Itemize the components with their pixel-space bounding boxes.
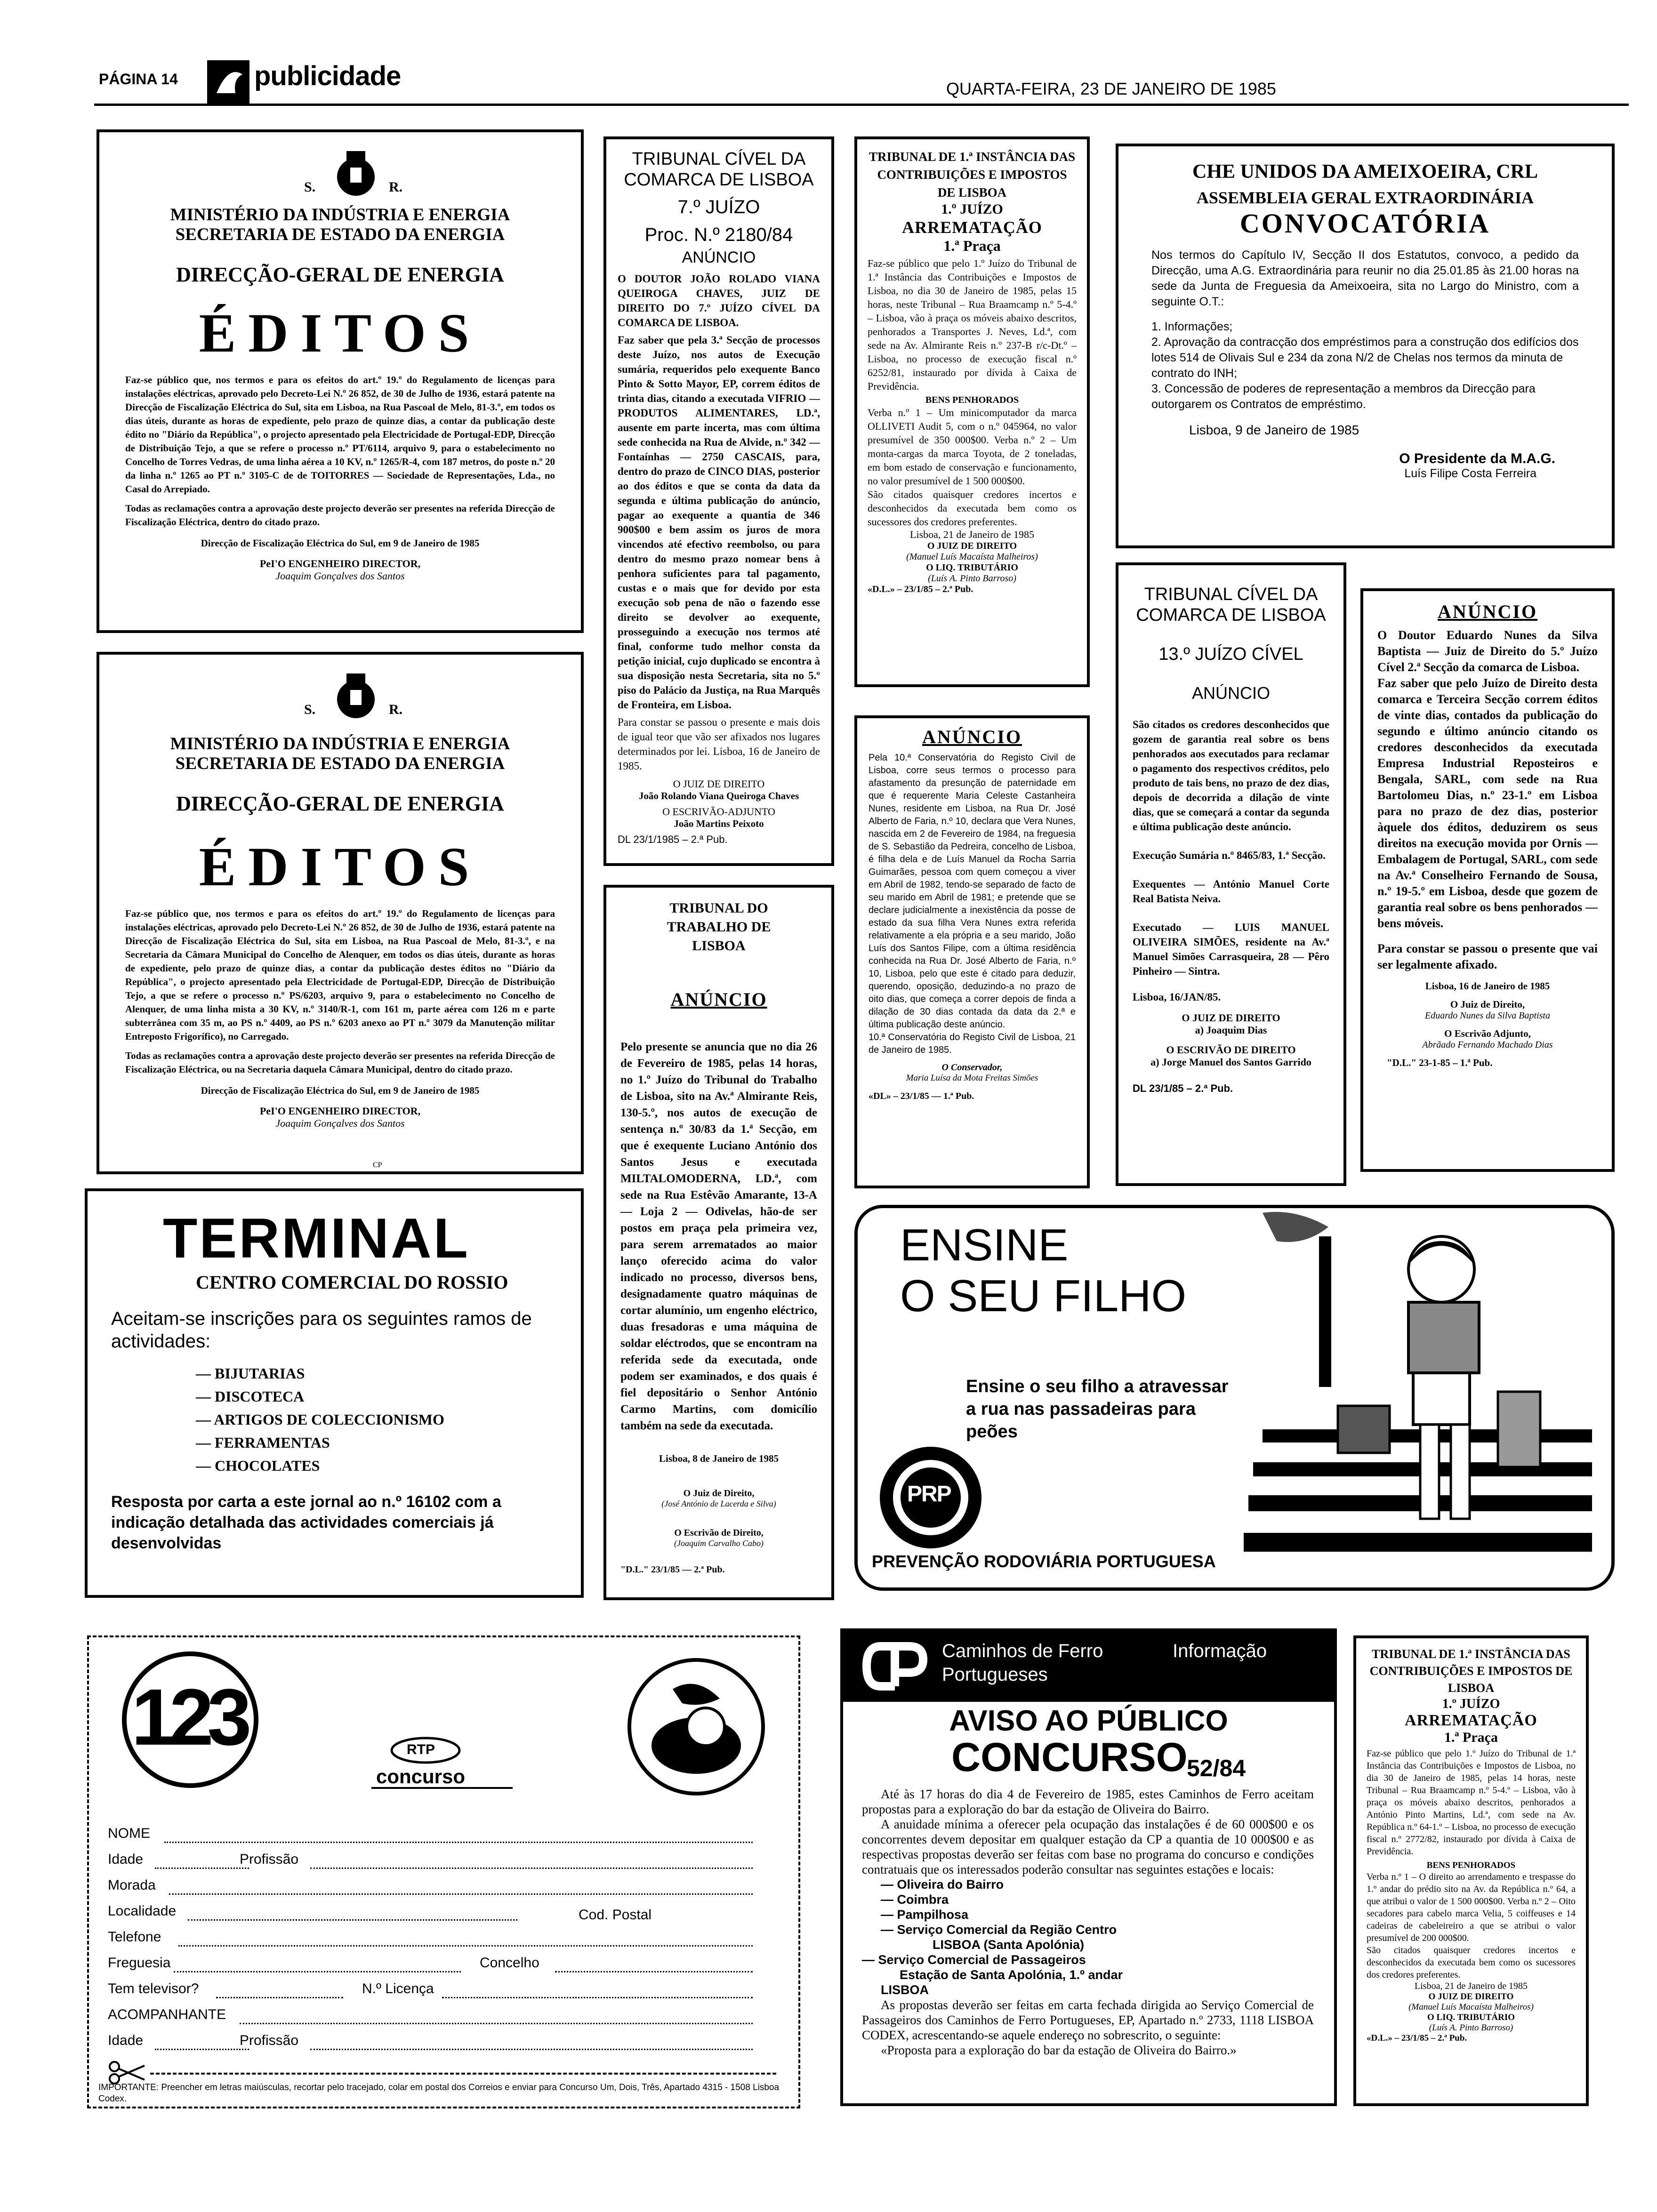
clerk-name: (Joaquim Carvalho Cabo) bbox=[674, 1539, 764, 1548]
field-label-morada: Morada bbox=[108, 1877, 156, 1893]
convocatoria-body: Nos termos do Capítulo IV, Secção II dos Estatutos, convoco, a pedido da Direcção, uma A.G. Extraordinária para reunir no dia 25.01.85 às 21.00 horas na sede da Junta de Freguesia da Ameixoeira, sita no Largo do Ministro, com a seguinte O.T.: bbox=[1151, 248, 1579, 308]
activity-label: FERRAMENTAS bbox=[215, 1434, 330, 1451]
rtp-logo-text: RTP bbox=[407, 1742, 435, 1757]
header-rule bbox=[94, 104, 1629, 106]
aviso-text bbox=[862, 1787, 1314, 2058]
notice-title: ANÚNCIO bbox=[1437, 601, 1538, 622]
directorate-name: DIRECÇÃO-GERAL DE ENERGIA bbox=[176, 792, 504, 815]
date: Lisboa, 8 de Janeiro de 1985 bbox=[659, 1453, 779, 1464]
anuncio-5-juizo-notice bbox=[1360, 588, 1615, 1172]
terminal-footer: Resposta por carta a este jornal ao n.º 16102 com a indicação detalhada das actividades comerciais já desenvolvidas bbox=[111, 1493, 501, 1552]
judge-name: (José António de Lacerda e Silva) bbox=[661, 1499, 776, 1508]
clerk-role: O LIQ. TRIBUTÁRIO bbox=[1427, 2012, 1515, 2022]
editos-place-date: Direcção de Fiscalização Eléctrica do Sul, em 9 de Janeiro de 1985 bbox=[201, 1085, 480, 1096]
editos-body: Faz-se público que, nos termos e para os efeitos do art.º 19.º do Regulamento de licenças para instalações eléctricas, aprovado pelo Decreto-Lei N.º 26 852, de 30 de Julho de 1936, estará patente na Direcção de Fiscalização Eléctrica do Sul, sita em Lisboa, na Rua Pascoal de Melo, 81-3.º, e na Secretaria da Câmara Municipal do Concelho de Alenquer, em todos os dias úteis, durante as horas de expediente, pelo prazo de quinze dias, a contar da publicação destes éditos no "Diário da República", o projecto apresentado pela Electricidade de Portugal-EDP, Direcção de Distribuição Tejo, a que se refere o processo n.º PS/6203, arquivo 9, para o estabelecimento no Concelho de Alenquer, de uma linha mista a 30 KV, n.º 3140/R-1, com 161 m, parte aérea com 126 m e parte subterrânea com 35 m, ao PS n.º 4409, ao PS n.º 6203 anexo ao PT n.º 3079 da Manutenção militar Entreposto Frigorífico), no Carregado. bbox=[125, 908, 555, 1042]
consult-places-list bbox=[862, 1877, 1314, 1997]
signer-name: Joaquim Gonçalves dos Santos bbox=[275, 1117, 405, 1129]
publication-ref: "D.L." 23-1-85 – 1.ª Pub. bbox=[1387, 1057, 1493, 1068]
juizo: 1.º JUÍZO bbox=[941, 201, 1003, 217]
tribunal-13-juizo-notice bbox=[1116, 562, 1346, 1186]
acompanhante-input[interactable] bbox=[240, 2023, 753, 2024]
form-row-idade-acompanhante bbox=[108, 2033, 781, 2059]
cp-brand-line1: Caminhos de Ferro bbox=[942, 1641, 1103, 1661]
signer-name: Joaquim Gonçalves dos Santos bbox=[275, 570, 405, 582]
field-label-idade: Idade bbox=[108, 2033, 144, 2048]
field-label-profissao: Profissão bbox=[240, 2033, 299, 2048]
morada-input[interactable] bbox=[169, 1893, 753, 1895]
prp-road-safety-advert bbox=[854, 1205, 1615, 1591]
profissao-input[interactable] bbox=[310, 1867, 753, 1869]
clerk-name: (Luís A. Pinto Barroso) bbox=[1429, 2023, 1513, 2033]
notice-body: Faz-se público que pelo 1.º Juízo do Tribunal de 1.ª Instância das Contribuições e Impostos de Lisboa, no dia 30 de Janeiro de 1985, pelas 15 horas, neste Tribunal – Rua Braamcamp n.º 5-4.º – Lisboa, vão à praça os móveis abaixo descritos, penhorados a Transportes J. Neves, Ld.ª, com sede na Av. Almirante Reis n.º 237-B r/c-Dt.º – Lisboa, no processo de execução fiscal n.º 6252/81, instaurado por dívida à Caixa de Previdência. bbox=[868, 257, 1077, 392]
court-name: TRIBUNAL DE 1.ª INSTÂNCIA DAS CONTRIBUIÇÕES E IMPOSTOS DE LISBOA bbox=[1369, 1647, 1573, 1695]
clerk-name: a) Jorge Manuel dos Santos Garrido bbox=[1150, 1056, 1311, 1068]
publication-ref: DL 23/1/1985 – 2.ª Pub. bbox=[618, 834, 728, 845]
judge-role: O JUIZ DE DIREITO bbox=[673, 778, 765, 790]
clerk-role: O ESCRIVÃO DE DIREITO bbox=[1166, 1044, 1296, 1056]
judge-name: (Manuel Luís Macaísta Malheiros) bbox=[1408, 2002, 1534, 2012]
form-row-freguesia bbox=[108, 1955, 781, 1981]
coat-of-arms-icon bbox=[332, 151, 379, 203]
judge-role: O JUIZ DE DIREITO bbox=[1428, 1992, 1514, 2002]
list-item: — Serviço Comercial da Região Centro bbox=[881, 1923, 1117, 1937]
clerk-name: (Luís A. Pinto Barroso) bbox=[928, 573, 1016, 584]
coat-of-arms-icon bbox=[332, 673, 379, 725]
editos-place-date: Direcção de Fiscalização Eléctrica do Sul, em 9 de Janeiro de 1985 bbox=[201, 537, 480, 549]
signer-role: PeI'O ENGENHEIRO DIRECTOR, bbox=[259, 558, 421, 569]
judge-name: Eduardo Nunes da Silva Baptista bbox=[1425, 1010, 1550, 1021]
activity-label: DISCOTECA bbox=[215, 1388, 305, 1405]
licenca-input[interactable] bbox=[442, 1997, 753, 1998]
praca: 1.ª Praça bbox=[943, 237, 1001, 254]
field-label-profissao: Profissão bbox=[240, 1851, 299, 1867]
televisor-input[interactable] bbox=[216, 1997, 343, 1998]
notice-body: Pela 10.ª Conservatória do Registo Civil de Lisboa, corre seus termos o processo para afastamento da presunção de paternidade em que é requerente Maria Celeste Castanheira Nunes, residente em Lisboa, na Rua Dr. José Alberto de Faria, n.º 10, declara que Vera Nunes, nascida em 2 de Fevereiro de 1984, na freguesia de S. Sebastião da Pedreira, concelho de Lisboa, é filha dela e de Luís Manuel da Rocha Sarria Guimarães, pessoa com quem começou a viver em Abril de 1982, tendo-se separado de facto de seu marido em Abril de 1981; e pretende que se declare judicialmente a inexistência da posse de estado da sua filha Vera Nunes extra referida relativamente a ela própria e a seu marido, João Luís dos Santos Filipe, com a última residência conhecida na Rua Dr. José Alberto de Faria, n.º 10, Lisboa, pelo que este é citado para deduzir, querendo, oposição, deduzindo-a no prazo de oito dias, que começa a correr depois de finda a dilação de 30 dias contada da data da 2.ª e última publicação deste anúncio. bbox=[869, 753, 1076, 1030]
form-row-acompanhante bbox=[108, 2007, 781, 2033]
signer-role: PeI'O ENGENHEIRO DIRECTOR, bbox=[259, 1105, 421, 1117]
profissao-acompanhante-input[interactable] bbox=[310, 2049, 753, 2050]
section-logo-icon bbox=[207, 60, 249, 104]
date: Lisboa, 9 de Janeiro de 1985 bbox=[1189, 423, 1359, 437]
notice-body-2: 10.ª Conservatória do Registo Civil de Lisboa, 21 de Janeiro de 1985. bbox=[869, 1032, 1076, 1055]
concurso-123-coupon bbox=[87, 1635, 800, 2108]
prp-footer: PREVENÇÃO RODOVIÁRIA PORTUGUESA bbox=[872, 1552, 1216, 1571]
list-item: — FERRAMENTAS bbox=[196, 1434, 330, 1451]
ad-title-line1: ENSINE bbox=[900, 1220, 1069, 1270]
agenda-item: 1. Informações; bbox=[1151, 320, 1233, 333]
org-name: CHE UNIDOS DA AMEIXOEIRA, CRL bbox=[1192, 161, 1538, 183]
tribunal-7-juizo-notice bbox=[603, 136, 834, 866]
clerk-name: João Martins Peixoto bbox=[674, 818, 764, 829]
editos-notice-2 bbox=[97, 652, 584, 1174]
list-item: Estação de Santa Apolónia, 1.º andar bbox=[900, 1968, 1123, 1982]
ministry-name: MINISTÉRIO DA INDÚSTRIA E ENERGIA bbox=[170, 734, 510, 753]
notice-intro: O Doutor Eduardo Nunes da Silva Baptista — Juiz de Direito do 5.º Juízo Cível 2.ª Secção da comarca de Lisboa. bbox=[1377, 628, 1598, 674]
seal-letter-left: S. bbox=[304, 702, 316, 717]
juizo: 7.º JUÍZO bbox=[677, 197, 760, 217]
secretariat-name: SECRETARIA DE ESTADO DA ENERGIA bbox=[175, 225, 505, 244]
field-label-telefone: Telefone bbox=[108, 1929, 161, 1945]
judge-name: João Rolando Viana Queiroga Chaves bbox=[638, 790, 799, 801]
cp-brand-line2: Portugueses bbox=[942, 1664, 1048, 1685]
signer-name: Maria Luísa da Mota Freitas Simões bbox=[906, 1073, 1038, 1083]
date: Lisboa, 21 de Janeiro de 1985 bbox=[910, 529, 1034, 540]
judge-name: (Manuel Luís Macaísta Malheiros) bbox=[906, 552, 1038, 562]
activities-list bbox=[111, 1362, 557, 1477]
terminal-advert bbox=[85, 1188, 584, 1598]
convocatoria-title: CONVOCATÓRIA bbox=[1239, 208, 1491, 239]
judge-name: a) Joaquim Dias bbox=[1195, 1024, 1267, 1036]
activity-label: BIJUTARIAS bbox=[215, 1365, 305, 1382]
concurso-title: CONCURSO bbox=[951, 1735, 1188, 1780]
concurso-label: concurso bbox=[376, 1765, 466, 1787]
field-label-localidade: Localidade bbox=[108, 1903, 177, 1919]
agenda-item: 2. Aprovação da contracção dos empréstimos para a construção dos edifícios dos lotes 514 de Olivais Sul e 234 da zona N/2 de Chelas nos termos da minuta de contrato do INH; bbox=[1151, 336, 1579, 380]
goods-title: BENS PENHORADOS bbox=[1426, 1860, 1516, 1870]
list-item: — CHOCOLATES bbox=[196, 1457, 320, 1474]
editos-notice-1 bbox=[97, 129, 584, 633]
notice-closing: Para constar se passou o presente que vai ser legalmente afixado. bbox=[1377, 942, 1598, 971]
list-item: — Pampilhosa bbox=[881, 1907, 969, 1922]
publication-ref: «DL» – 23/1/85 — 1.ª Pub. bbox=[869, 1091, 974, 1101]
list-item: — Oliveira do Bairro bbox=[881, 1877, 1004, 1891]
signer-role: O Conservador, bbox=[941, 1062, 1003, 1073]
exequentes: Exequentes — António Manuel Corte Real Batista Neiva. bbox=[1133, 878, 1329, 905]
notice-title: ARREMATAÇÃO bbox=[1405, 1712, 1537, 1729]
notice-body: Faz saber que pelo Juízo de Direito desta comarca e Terceira Secção correm éditos de vinte dias, contados da publicação do segundo e último anúncio citando os credores desconhecidos da executada Empresa Industrial Reposteiros e Bengala, SARL, com sede na Rua Bartolomeu Dias, n.º 23-1.º em Lisboa para no prazo de dez dias, posterior àquele dos éditos, deduzirem os seus direitos na execução movida por Ornis — Embalagem de Portugal, SARL, com sede na Av.ª Conselheiro Fernando de Sousa, n.º 19-5.º em Lisboa, desde que gozem de garantia real sobre os bens penhorados — bens móveis. bbox=[1377, 676, 1598, 930]
cite-text: São citados quaisquer credores incertos e desconhecidos da executada bem como os sucessores dos credores preferentes. bbox=[868, 489, 1077, 528]
field-label-acompanhante: ACOMPANHANTE bbox=[108, 2007, 226, 2022]
scissors-icon bbox=[108, 2061, 145, 2084]
clerk-name: Abrãado Fernando Machado Dias bbox=[1422, 1040, 1553, 1050]
clerk-role: O LIQ. TRIBUTÁRIO bbox=[926, 562, 1018, 573]
prp-logo-text: PRP bbox=[907, 1482, 951, 1507]
juizo: 13.º JUÍZO CÍVEL bbox=[1158, 644, 1303, 664]
arrematacao-notice-1 bbox=[854, 136, 1090, 687]
publication-ref: "D.L." 23/1/85 — 2.ª Pub. bbox=[620, 1564, 725, 1575]
date: Lisboa, 16 de Janeiro de 1985 bbox=[1425, 980, 1550, 992]
logo-123-text: 123 bbox=[131, 1673, 245, 1762]
freguesia-input[interactable] bbox=[174, 1971, 461, 1972]
telefone-input[interactable] bbox=[178, 1945, 753, 1947]
form-row-nome bbox=[108, 1826, 781, 1851]
clerk-role: O ESCRIVÃO-ADJUNTO bbox=[662, 806, 775, 817]
agenda-item: 3. Concessão de poderes de representação a membros da Direcção para outorgarem os Contratos de empréstimo. bbox=[1151, 382, 1536, 411]
terminal-title: TERMINAL bbox=[163, 1207, 470, 1270]
publication-ref: «D.L.» – 23/1/85 – 2.ª Pub. bbox=[1367, 2033, 1467, 2043]
judge-role: O JUIZ DE DIREITO bbox=[927, 541, 1017, 551]
list-item: LISBOA (Santa Apolónia) bbox=[933, 1938, 1084, 1952]
idade-acompanhante-input[interactable] bbox=[155, 2049, 249, 2050]
seal-letter-left: S. bbox=[304, 179, 316, 195]
directorate-name: DIRECÇÃO-GERAL DE ENERGIA bbox=[176, 263, 504, 286]
aviso-body-2: A anuidade mínima a oferecer pela ocupação das instalações é de 60 000$00 e os concorrentes devem depositar em qualquer estação da CP a quantia de 10 000$00 e as respectivas propostas deverão ser feitas com base no programa do concurso e condições contratuais que os interessados poderão consultar nas seguintes estações e locais: bbox=[862, 1817, 1314, 1876]
cite-text: São citados quaisquer credores incertos e desconhecidos da executada bem como os sucessores dos credores preferentes. bbox=[1367, 1945, 1576, 1980]
editos-title: ÉDITOS bbox=[199, 302, 482, 364]
aviso-title: AVISO AO PÚBLICO bbox=[949, 1705, 1228, 1737]
notice-body: Pelo presente se anuncia que no dia 26 de Fevereiro de 1985, pelas 14 horas, no 1.º Juízo do Tribunal do Trabalho de Lisboa, sito na Av.ª Almirante Reis, 130-5.º, nos autos de execução de sentença n.º 30/83 da 1.ª Secção, em que é exequente Luciano António dos Santos Jesus e executada MILTALOMODERNA, LD.ª, com sede na Rua Estêvão Amarante, 13-A — Loja 2 — Odivelas, hão-de ser postos em praça pela primeira vez, para serem arrematados ao maior lanço oferecido acima do valor indicado no processo, diversos bens, designadamente quatro máquinas de cortar alumínio, um engenho eléctrico, duas fresadoras e uma máquina de soldar eléctrodos, que se encontram na referida sede da executada, onde podem ser examinados, e dos quais é fiel depositário o Senhor António Carmo Martins, com domicílio também na sede da executada. bbox=[620, 1041, 817, 1432]
aviso-body: Até às 17 horas do dia 4 de Fevereiro de 1985, estes Caminhos de Ferro aceitam propostas para a exploração do bar da estação de Oliveira do Bairro. bbox=[862, 1787, 1314, 1816]
assembly-name: ASSEMBLEIA GERAL EXTRAORDINÁRIA bbox=[1196, 188, 1534, 207]
editos-claims: Todas as reclamações contra a aprovação deste projecto deverão ser presentes na referida Direcção de Fiscalização Eléctrica, ou na Secretaria daquela Câmara Municipal, dentro do citado prazo. bbox=[125, 1050, 555, 1075]
ad-title-line2: O SEU FILHO bbox=[900, 1271, 1187, 1321]
list-item: — Coimbra bbox=[881, 1892, 949, 1907]
section-title: publicidade bbox=[254, 61, 401, 91]
notice-title: ANÚNCIO bbox=[922, 726, 1022, 747]
terminal-subtitle: CENTRO COMERCIAL DO ROSSIO bbox=[196, 1272, 508, 1293]
agenda-list bbox=[1137, 319, 1593, 412]
field-label-freguesia: Freguesia bbox=[108, 1955, 171, 1971]
concelho-input[interactable] bbox=[555, 1971, 753, 1972]
page-number: PÁGINA 14 bbox=[99, 71, 178, 88]
execution-number: Execução Sumária n.º 8465/83, 1.ª Secção. bbox=[1133, 850, 1326, 861]
field-label-idade: Idade bbox=[108, 1851, 144, 1867]
tribunal-trabalho-notice bbox=[603, 885, 834, 1600]
list-item: — Serviço Comercial de Passageiros bbox=[862, 1953, 1086, 1967]
ad-subtitle: Ensine o seu filho a atravessar a rua nas passadeiras para peões bbox=[966, 1377, 1229, 1442]
seal-letter-right: R. bbox=[389, 179, 403, 195]
judge-role: O Juiz de Direito, bbox=[1450, 999, 1525, 1010]
aviso-body-4: «Proposta para a exploração do bar da estação de Oliveira do Bairro.» bbox=[881, 2043, 1237, 2057]
nome-input[interactable] bbox=[164, 1842, 753, 1843]
goods-title: BENS PENHORADOS bbox=[925, 395, 1019, 405]
form-row-morada bbox=[108, 1877, 781, 1903]
editos-body: Faz-se público que, nos termos e para os efeitos do art.º 19.º do Regulamento de licenças para instalações eléctricas, aprovado pelo Decreto-Lei N.º 26 852, de 30 de Julho de 1936, estará patente na Direcção de Fiscalização Eléctrica do Sul, sita em Lisboa, na Rua Pascoal de Melo, 81-3.º, em todos os dias úteis, durante as horas de expediente, pelo prazo de quinze dias, a contar da publicação deste édito no "Diário da República", o projecto apresentado pela Electricidade de Portugal-EDP, Direcção de Distribuição Tejo, a que se refere o processo n.º PT/6114, arquivo 9, para o estabelecimento no Concelho de Torres Vedras, de uma linha aérea a 10 KV, n.º 1265/R-4, com 187 metros, do poste n.º 20 da linha n.º 1265 ao PT n.º 3105-C de de TOITORRES — Sociedade de Representações, Lda., no Casal do Arrepiado. bbox=[125, 374, 555, 495]
page-date: QUARTA-FEIRA, 23 DE JANEIRO DE 1985 bbox=[946, 79, 1276, 98]
juizo: 1.º JUÍZO bbox=[1442, 1697, 1500, 1711]
seal-letter-right: R. bbox=[389, 702, 403, 717]
notice-intro: O DOUTOR JOÃO ROLADO VIANA QUEIROGA CHAVES, JUIZ DE DIREITO DO 7.º JUÍZO CÍVEL DA COMARCA DE LISBOA. bbox=[618, 273, 820, 329]
signer-name: Luís Filipe Costa Ferreira bbox=[1404, 467, 1536, 480]
form-row-localidade bbox=[108, 1903, 781, 1929]
notice-body-2: Para constar se passou o presente e mais dois de igual teor que vão ser afixados nos lugares determinados por lei. Lisboa, 16 de Janeiro de 1985. bbox=[618, 716, 820, 772]
date: Lisboa, 21 de Janeiro de 1985 bbox=[1415, 1981, 1528, 1991]
clerk-role: O Escrivão Adjunto, bbox=[1444, 1028, 1531, 1039]
cp-logo-icon bbox=[862, 1642, 928, 1691]
ministry-name: MINISTÉRIO DA INDÚSTRIA E ENERGIA bbox=[170, 205, 510, 224]
list-item: — BIJUTARIAS bbox=[196, 1365, 305, 1382]
clerk-role: O Escrivão de Direito, bbox=[674, 1528, 764, 1538]
notice-type: ANÚNCIO bbox=[670, 989, 767, 1010]
notice-body: Faz-se público que pelo 1.º Juízo do Tribunal de 1.ª Instância das Contribuições e Impostos de Lisboa, no dia 30 de Janeiro de 1985, pelas 14 horas, neste Tribunal – Rua Braamcamp n.º 5-4.º – Lisboa, vão à praça os móveis abaixo descritos, penhorados a António Pinto Martins, Ld.ª, com sede na Av. República n.º 64-1.º – Lisboa, no processo de execução fiscal n.º 2772/82, instaurado por dívida à Caixa de Previdência. bbox=[1367, 1748, 1576, 1857]
court-name: TRIBUNAL CÍVEL DA COMARCA DE LISBOA bbox=[1136, 585, 1326, 625]
field-label-cod-postal: Cod. Postal bbox=[579, 1907, 652, 1923]
notice-type: ANÚNCIO bbox=[1191, 683, 1270, 703]
arrematacao-notice-2 bbox=[1353, 1635, 1589, 2106]
idade-input[interactable] bbox=[155, 1867, 249, 1869]
executado: Executado — LUIS MANUEL OLIVEIRA SIMÕES, residente na Av.ª Manuel Simões Carrasqueira, 28 — Pêro Pinheiro — Sintra. bbox=[1133, 922, 1329, 977]
court-name: TRIBUNAL DE 1.ª INSTÂNCIA DAS CONTRIBUIÇÕES E IMPOSTOS DE LISBOA bbox=[869, 150, 1075, 200]
cp-logo-text: CP bbox=[373, 1161, 382, 1169]
activity-label: ARTIGOS DE COLECCIONISMO bbox=[214, 1411, 444, 1428]
localidade-input[interactable] bbox=[188, 1919, 517, 1921]
field-label-nome: NOME bbox=[108, 1826, 150, 1841]
mascot-icon bbox=[626, 1656, 767, 1797]
form-row-idade bbox=[108, 1851, 781, 1877]
activity-label: CHOCOLATES bbox=[215, 1457, 320, 1474]
judge-role: O Juiz de Direito, bbox=[683, 1488, 755, 1499]
convocatoria-notice bbox=[1116, 144, 1615, 548]
coupon-instructions: IMPORTANTE: Preencher em letras maiúsculas, recortar pelo tracejado, colar em postal dos Correios e enviar para Concurso Um, Dois, Três, Apartado 4315 - 1508 Lisboa Codex. bbox=[98, 2083, 780, 2104]
child-crossing-illustration-icon bbox=[1244, 1208, 1611, 1589]
list-item: — ARTIGOS DE COLECCIONISMO bbox=[196, 1411, 444, 1428]
field-label-televisor: Tem televisor? bbox=[108, 1981, 199, 1996]
terminal-intro: Aceitam-se inscrições para os seguintes ramos de actividades: bbox=[111, 1308, 532, 1352]
field-label-concelho: Concelho bbox=[480, 1955, 539, 1971]
goods-list: Verba n.º 1 – O direito ao arrendamento e trespasse do 1.º andar do prédio sito na Av. da República n.º 64, a que atribui o valor de 1 500 000$00. Verba n.º 2 – Oito secadores para cabelo marca Velia, 5 coiffeuses e 14 cadeiras de cabeleireiro a que se atribui o valor presumível de 200 000$00. bbox=[1367, 1872, 1576, 1943]
notice-body: São citados os credores desconhecidos que gozem de garantia real sobre os bens penhorados aos executados para reclamar o pagamento dos respectivos créditos, pelo produto de tais bens, no prazo de dez dias, depois de decorrida a dilação de vinte dias, que se começará a contar da segunda e última publicação deste anúncio. bbox=[1133, 719, 1329, 833]
publication-ref: DL 23/1/85 – 2.ª Pub. bbox=[1133, 1082, 1233, 1094]
notice-title: ARREMATAÇÃO bbox=[902, 218, 1042, 237]
list-item: — DISCOTECA bbox=[196, 1388, 305, 1405]
field-label-licenca: N.º Licença bbox=[362, 1981, 434, 1996]
editos-title: ÉDITOS bbox=[199, 836, 482, 898]
editos-claims: Todas as reclamações contra a aprovação deste projecto deverão ser presentes na referida Direcção de Fiscalização Eléctrica, dentro do citado prazo. bbox=[125, 503, 555, 528]
cp-brand-info: Informação bbox=[1173, 1641, 1267, 1661]
coupon-form bbox=[108, 1826, 781, 2059]
court-name: TRIBUNAL DO TRABALHO DE LISBOA bbox=[667, 900, 771, 954]
anuncio-registo-civil-notice bbox=[854, 715, 1090, 1188]
secretariat-name: SECRETARIA DE ESTADO DA ENERGIA bbox=[175, 754, 505, 773]
form-row-televisor bbox=[108, 1981, 781, 2007]
form-row-telefone bbox=[108, 1929, 781, 1955]
court-name: TRIBUNAL CÍVEL DA COMARCA DE LISBOA bbox=[624, 149, 814, 190]
signer-role: O Presidente da M.A.G. bbox=[1399, 451, 1555, 466]
notice-body: Faz saber que pela 3.ª Secção de processos deste Juízo, nos autos de Execução sumária, requeridos pelo exequente Banco Pinto & Sotto Mayor, EP, correm éditos de trinta dias, citando a executada VIFRIO — PRODUTOS ALIMENTARES, LD.ª, ausente em parte incerta, mas com última sede conhecida na Rua de Alvide, n.º 342 — Fontaínhas — 2750 CASCAIS, para, dentro do prazo de CINCO DIAS, posterior ao dos éditos e que se conta da data da segunda e última publicação do anúncio, pagar ao exequente a quantia de 346 900$00 e bem assim os juros de mora vincendos até efectivo reembolso, ou para dentro do mesmo prazo nomear bens à penhora suficientes para tal pagamento, custas e o mais que for devido por esta execução sob pena de não o fazendo esse direito se devolver ao exequente, prosseguindo a execução nos termos até final, conforme tudo melhor consta da petição inicial, cujo duplicado se encontra à sua disposição nesta Secretaria, sita no 5.º piso do Palácio da Justiça, na Rua Marquês de Fronteira, em Lisboa. bbox=[618, 334, 820, 711]
process-number: Proc. N.º 2180/84 bbox=[644, 224, 793, 245]
concurso-number: 52/84 bbox=[1187, 1755, 1246, 1781]
goods-list: Verba n.º 1 – Um minicomputador da marca OLLIVETI Audit 5, com o n.º 045964, no valor presumível de 350 000$00. Verba n.º 2 – Um monta-cargas da marca Toyota, de 2 toneladas, em bom estado de conservação e funcionamento, no valor presumível de 1 500 000$00. bbox=[868, 407, 1077, 487]
judge-role: O JUIZ DE DIREITO bbox=[1182, 1012, 1280, 1024]
publication-ref: «D.L.» – 23/1/85 – 2.ª Pub. bbox=[868, 584, 973, 594]
praca: 1.ª Praça bbox=[1444, 1730, 1498, 1745]
list-item: LISBOA bbox=[881, 1983, 929, 1997]
notice-type: ANÚNCIO bbox=[682, 248, 756, 266]
date: Lisboa, 16/JAN/85. bbox=[1133, 991, 1221, 1003]
aviso-body-3: As propostas deverão ser feitas em carta fechada dirigida ao Serviço Comercial de Passageiros dos Caminhos de Ferro Portugueses, EP, Apartado n.º 2733, 1118 LISBOA CODEX, acrescentando-se aquele endereço no sobrescrito, o seguinte: bbox=[862, 1998, 1314, 2042]
